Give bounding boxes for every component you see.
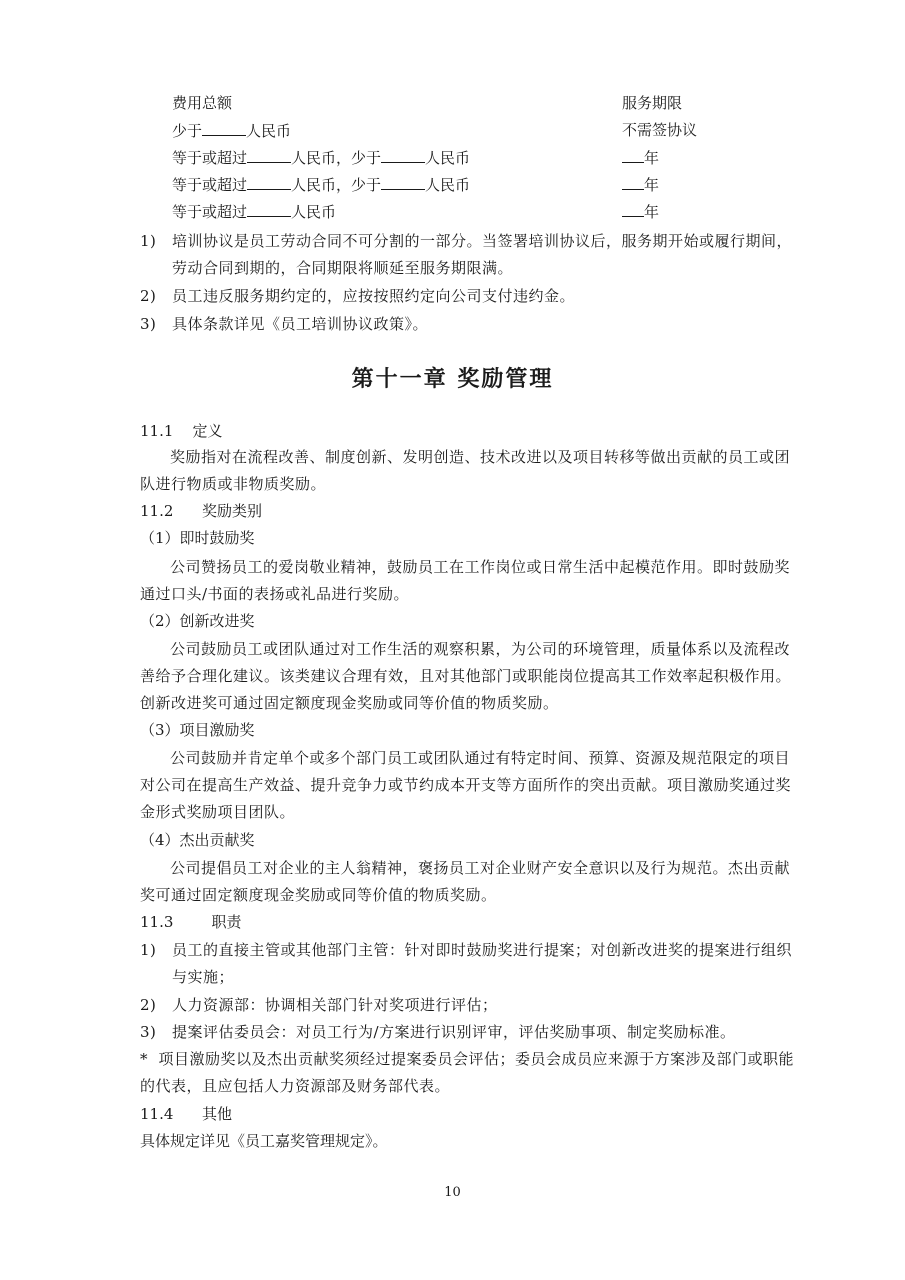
duty-item <box>140 1019 805 1046</box>
duty-text: 提案评估委员会：对员工行为/方案进行识别评审，评估奖励事项、制定奖励标准。 <box>172 1023 736 1041</box>
duty-text: 人力资源部：协调相关部门针对奖项进行评估； <box>172 996 498 1014</box>
blank-line <box>247 200 291 217</box>
duty-number: 3) <box>140 1023 157 1041</box>
note-number: 3) <box>140 315 157 333</box>
fee-row-2 <box>172 146 470 169</box>
fee-row-1 <box>172 119 291 142</box>
blank-line <box>381 146 425 163</box>
duty-note: * 项目激励奖以及杰出贡献奖须经过提案委员会评估；委员会成员应来源于方案涉及部门或职能的代表，且应包括人力资源部及财务部代表。 <box>140 1050 795 1095</box>
blank-line <box>622 146 644 163</box>
blank-line <box>622 200 644 217</box>
blank-line <box>622 173 644 190</box>
subsection-text: 公司鼓励并肯定单个或多个部门员工或团队通过有特定时间、预算、资源及规范限定的项目对公司在提高生产效益、提升竞争力或节约成本开支等方面所作的突出贡献。项目激励奖通过奖金形式奖励项目团队。 <box>140 749 792 821</box>
fee-row-text: 人民币，少于 <box>291 149 382 167</box>
fee-row-text: 等于或超过 <box>172 176 248 194</box>
note-text: 员工违反服务期约定的，应按按照约定向公司支付违约金。 <box>172 287 576 305</box>
section-heading-11-2: 11.2 奖励类别 <box>140 502 263 520</box>
subsection-text: 公司鼓励员工或团队通过对工作生活的观察积累，为公司的环境管理，质量体系以及流程改善给予合理化建议。该类建议合理有效，且对其他部门或职能岗位提高其工作效率起积极作用。创新改进奖可通过固定额度现金奖励或同等价值的物质奖励。 <box>140 640 792 712</box>
fee-row-text: 少于 <box>172 122 203 140</box>
chapter-title: 第十一章 奖励管理 <box>351 366 554 392</box>
fee-row-4-term <box>622 200 659 223</box>
fee-row-text: 人民币 <box>425 149 471 167</box>
duty-text: 员工的直接主管或其他部门主管：针对即时鼓励奖进行提案；对创新改进奖的提案进行组织与实施； <box>172 941 793 986</box>
note-item <box>140 311 805 338</box>
section-heading-11-4: 11.4 其他 <box>140 1105 233 1123</box>
subsection-title: （3）项目激励奖 <box>140 721 255 739</box>
subsection-text: 公司赞扬员工的爱岗敬业精神，鼓励员工在工作岗位或日常生活中起模范作用。即时鼓励奖通过口头/书面的表扬或礼品进行奖励。 <box>140 558 791 603</box>
section-11-4-text: 具体规定详见《员工嘉奖管理规定》。 <box>140 1132 388 1150</box>
subsection-title: （4）杰出贡献奖 <box>140 831 255 849</box>
blank-line <box>247 146 291 163</box>
note-number: 1) <box>140 232 157 250</box>
fee-row-2-term <box>622 146 659 169</box>
fee-row-text: 等于或超过 <box>172 149 248 167</box>
fee-row-term-text: 年 <box>644 203 660 221</box>
note-item <box>140 228 805 282</box>
fee-row-1-term: 不需签协议 <box>622 121 698 139</box>
fee-row-text: 人民币 <box>425 176 471 194</box>
fee-row-term-text: 年 <box>644 176 660 194</box>
fee-row-3 <box>172 173 470 196</box>
fee-row-text: 等于或超过 <box>172 203 248 221</box>
fee-header-right: 服务期限 <box>622 94 683 112</box>
fee-row-4 <box>172 200 336 223</box>
duty-item <box>140 937 805 991</box>
section-11-1-text: 奖励指对在流程改善、制度创新、发明创造、技术改进以及项目转移等做出贡献的员工或团队进行物质或非物质奖励。 <box>140 448 791 493</box>
section-heading-11-3: 11.3 职责 <box>140 913 242 931</box>
note-item <box>140 283 805 310</box>
subsection-title: （2）创新改进奖 <box>140 612 255 630</box>
duty-number: 1) <box>140 941 157 959</box>
note-text: 具体条款详见《员工培训协议政策》。 <box>172 315 429 333</box>
note-text: 培训协议是员工劳动合同不可分割的一部分。当签署培训协议后，服务期开始或履行期间，劳动合同到期的，合同期限将顺延至服务期限满。 <box>172 232 793 277</box>
fee-row-term-text: 年 <box>644 149 660 167</box>
blank-line <box>202 119 246 136</box>
subsection-text: 公司提倡员工对企业的主人翁精神，褒扬员工对企业财产安全意识以及行为规范。杰出贡献奖可通过固定额度现金奖励或同等价值的物质奖励。 <box>140 859 791 904</box>
note-number: 2) <box>140 287 157 305</box>
fee-row-text: 人民币 <box>291 203 337 221</box>
fee-row-text: 人民币 <box>246 122 292 140</box>
section-heading-11-1: 11.1 定义 <box>140 422 223 440</box>
duty-item <box>140 992 805 1019</box>
page-number: 10 <box>444 1185 461 1200</box>
fee-row-3-term <box>622 173 659 196</box>
blank-line <box>247 173 291 190</box>
fee-header-left: 费用总额 <box>172 94 233 112</box>
fee-row-text: 人民币，少于 <box>291 176 382 194</box>
blank-line <box>381 173 425 190</box>
subsection-title: （1）即时鼓励奖 <box>140 529 255 547</box>
duty-number: 2) <box>140 996 157 1014</box>
